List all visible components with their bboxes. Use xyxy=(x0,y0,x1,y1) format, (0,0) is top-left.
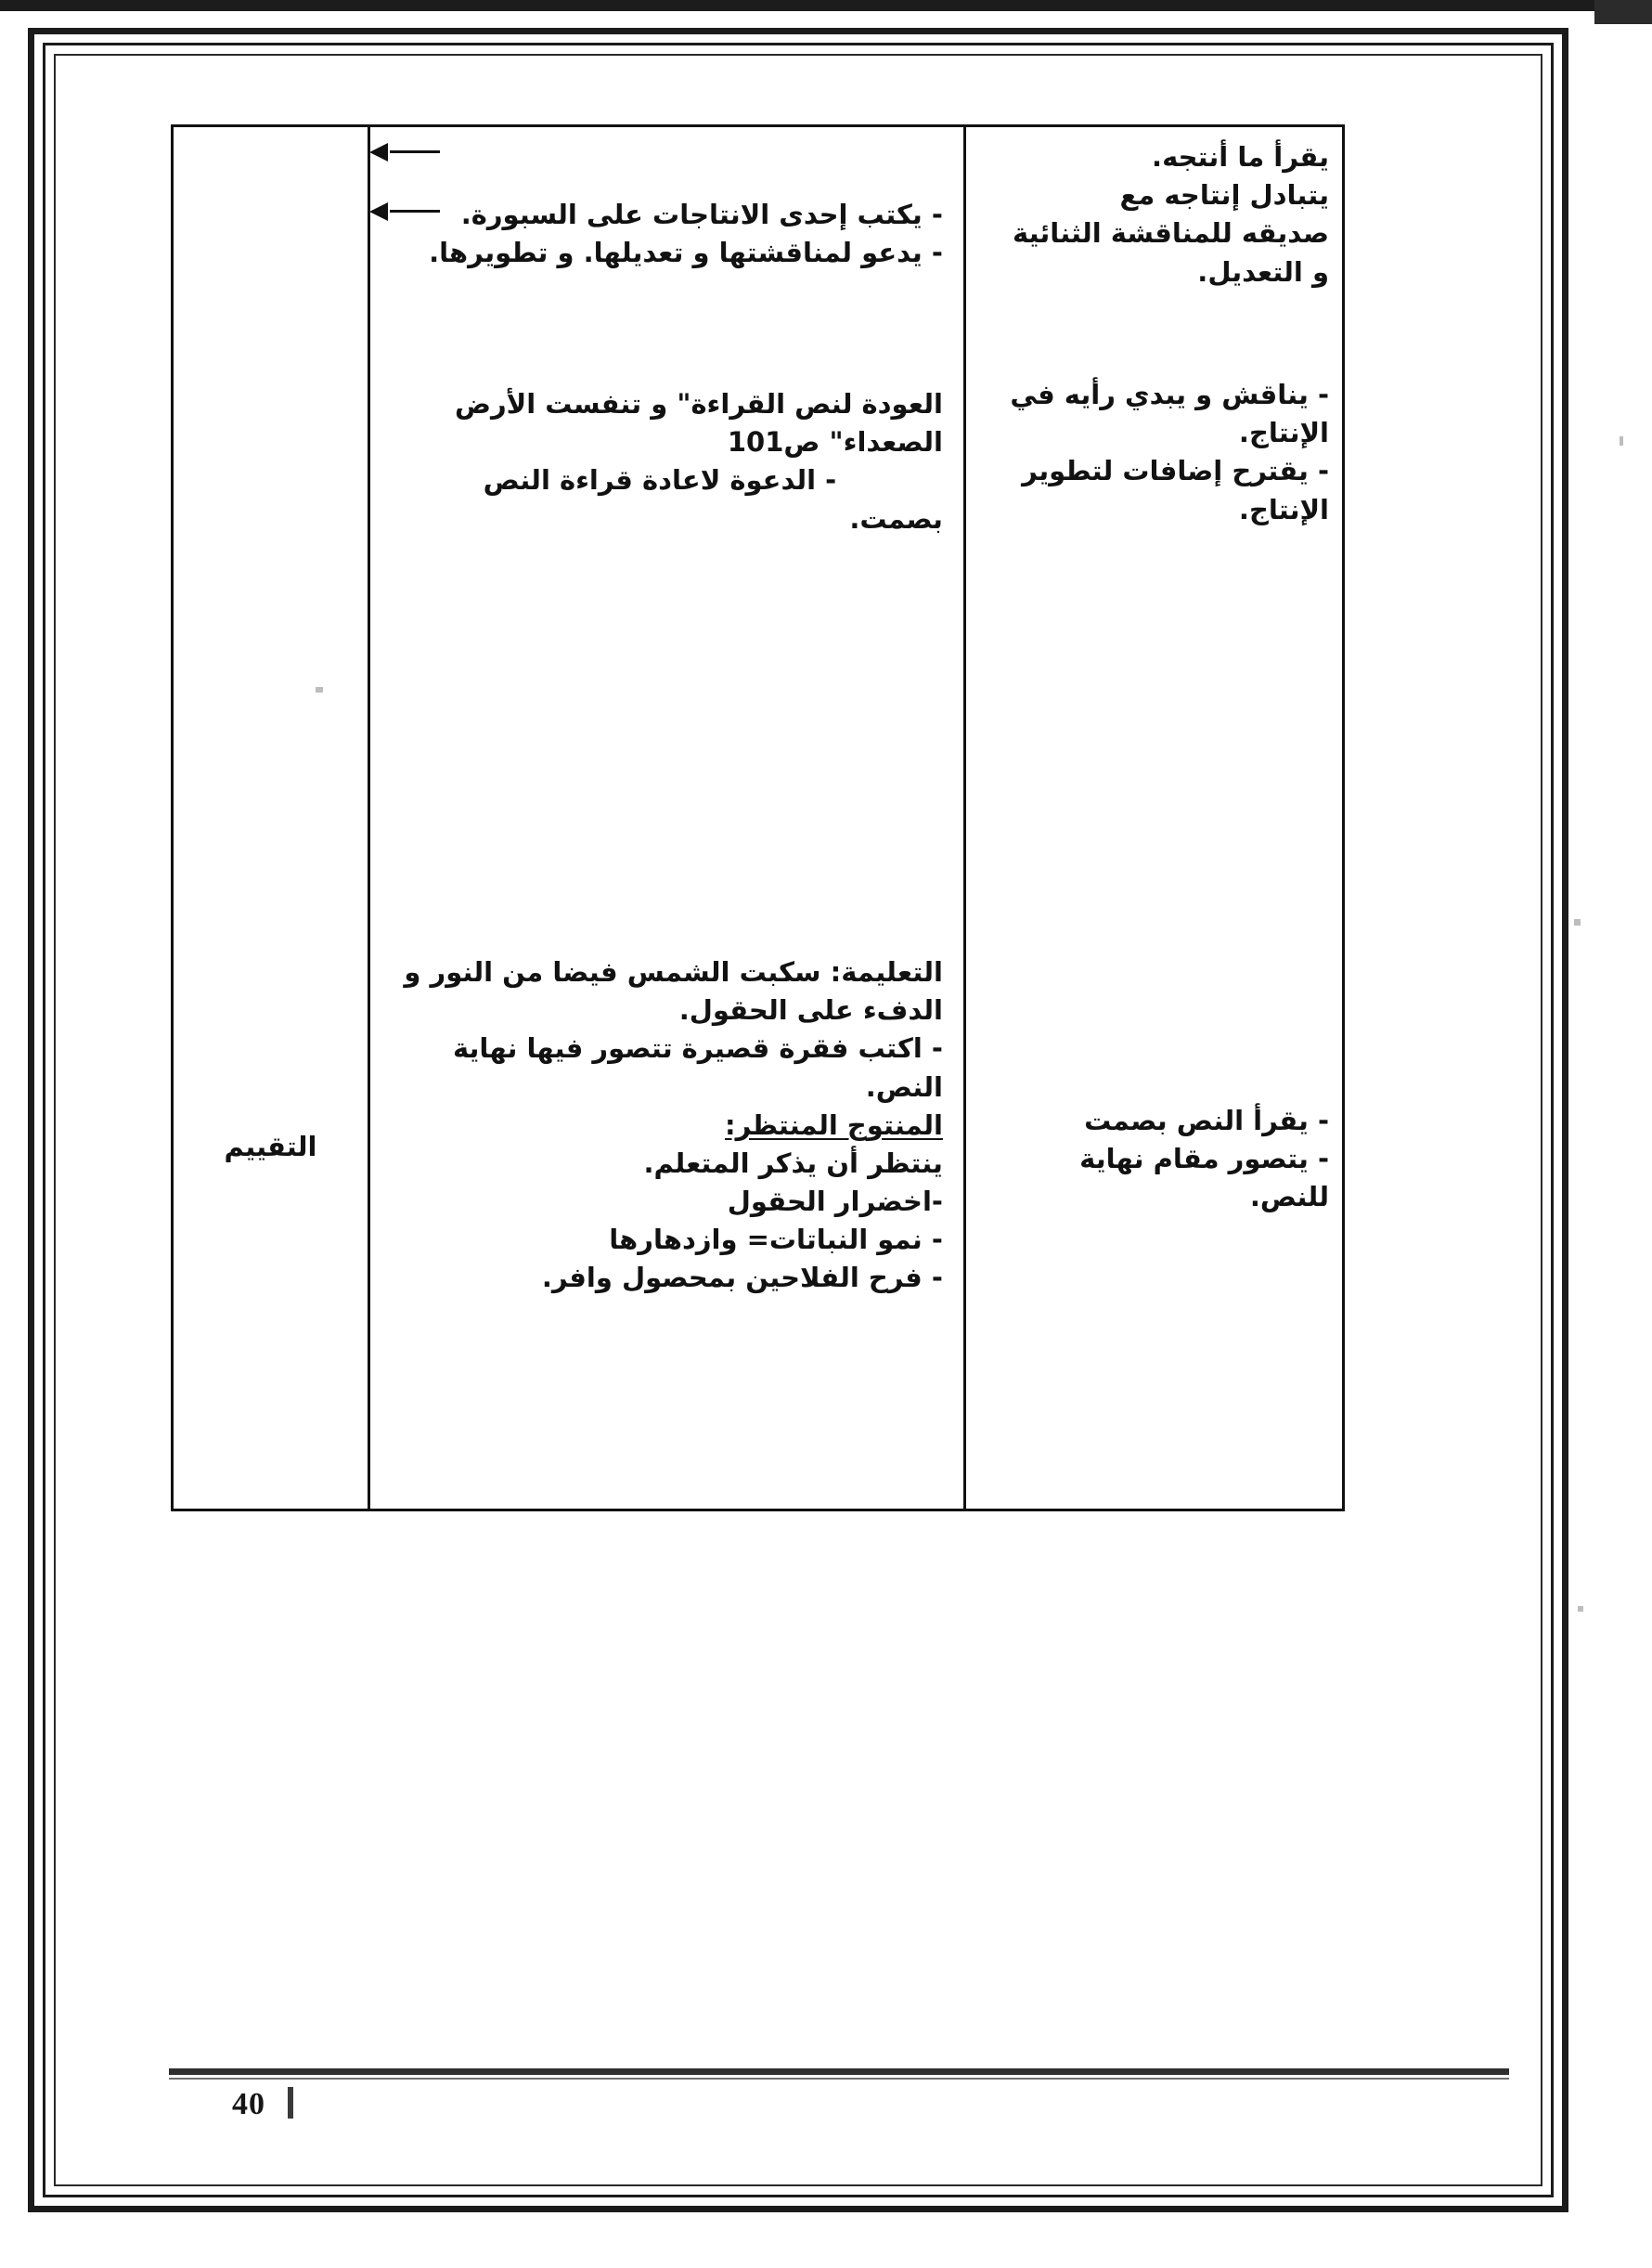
footer-divider xyxy=(169,2068,1509,2075)
column-stage xyxy=(174,127,368,1509)
teacher-line: ينتظر أن يذكر المتعلم. xyxy=(643,1147,943,1179)
learner-block-discussion xyxy=(984,376,1329,529)
learner-line: - يتصور مقام نهاية xyxy=(1079,1143,1329,1175)
learner-line: الإنتاج. xyxy=(1238,493,1329,525)
learner-line: يقرأ ما أنتجه. xyxy=(1152,141,1329,173)
stage-label-evaluation: التقييم xyxy=(224,1131,317,1162)
learner-block-production-exchange xyxy=(984,138,1329,292)
scan-speck xyxy=(1574,919,1581,926)
teacher-line: - اكتب فقرة قصيرة تتصور فيها نهاية xyxy=(452,1032,943,1065)
learner-block-silent-reading xyxy=(984,1102,1329,1217)
page-number-marker xyxy=(288,2087,293,2119)
learner-line: الإنتاج. xyxy=(1238,417,1329,449)
teacher-block-board-writing xyxy=(377,196,943,272)
learner-line: - يقرأ النص بصمت xyxy=(1084,1105,1329,1136)
teacher-line: بصمت. xyxy=(849,502,943,535)
teacher-line: النص. xyxy=(865,1070,943,1103)
learner-line: يتبادل إنتاجه مع xyxy=(1119,179,1329,212)
learner-line: - يقترح إضافات لتطوير xyxy=(1022,455,1329,487)
teacher-line: - فرح الفلاحين بمحصول وافر. xyxy=(541,1262,943,1294)
column-teacher-activity xyxy=(368,127,963,1509)
scan-corner-artifact xyxy=(1594,0,1652,24)
teacher-line: الصعداء" ص101 xyxy=(727,426,943,459)
teacher-line: - يكتب إحدى الانتاجات على السبورة. xyxy=(460,199,943,230)
column-learner-activity xyxy=(963,127,1342,1509)
scan-speck xyxy=(1620,436,1623,446)
footer-divider-secondary xyxy=(169,2078,1509,2080)
scan-right-margin xyxy=(1594,0,1652,2268)
teacher-line: - يدعو لمناقشتها و تعديلها. و تطويرها. xyxy=(429,237,943,269)
scan-top-edge-artifact xyxy=(0,0,1596,11)
page-number: 40 xyxy=(232,2087,265,2121)
learner-line: للنص. xyxy=(1249,1181,1329,1213)
teacher-line: - نمو النباتات= وازدهارها xyxy=(609,1224,943,1256)
scan-speck xyxy=(1578,1606,1583,1612)
teacher-instruction-line: التعليمة: سكبت الشمس فيضا من النور و xyxy=(404,956,943,988)
teacher-line: -اخضرار الحقول xyxy=(727,1186,943,1218)
teacher-line: الدفء على الحقول. xyxy=(678,994,943,1027)
teacher-line: العودة لنص القراءة" و تنفست الأرض xyxy=(454,388,943,420)
teacher-line: - الدعوة لاعادة قراءة النص xyxy=(483,464,837,497)
learner-line: و التعديل. xyxy=(1197,255,1329,288)
expected-product-label: المنتوج المنتظر: xyxy=(724,1108,943,1141)
teacher-block-return-to-text xyxy=(377,385,943,538)
learner-line: - يناقش و يبدي رأيه في xyxy=(1010,379,1329,410)
learner-line: صديقه للمناقشة الثنائية xyxy=(1012,217,1329,250)
lesson-plan-table xyxy=(171,124,1345,1511)
teacher-block-evaluation-task xyxy=(377,953,943,1298)
